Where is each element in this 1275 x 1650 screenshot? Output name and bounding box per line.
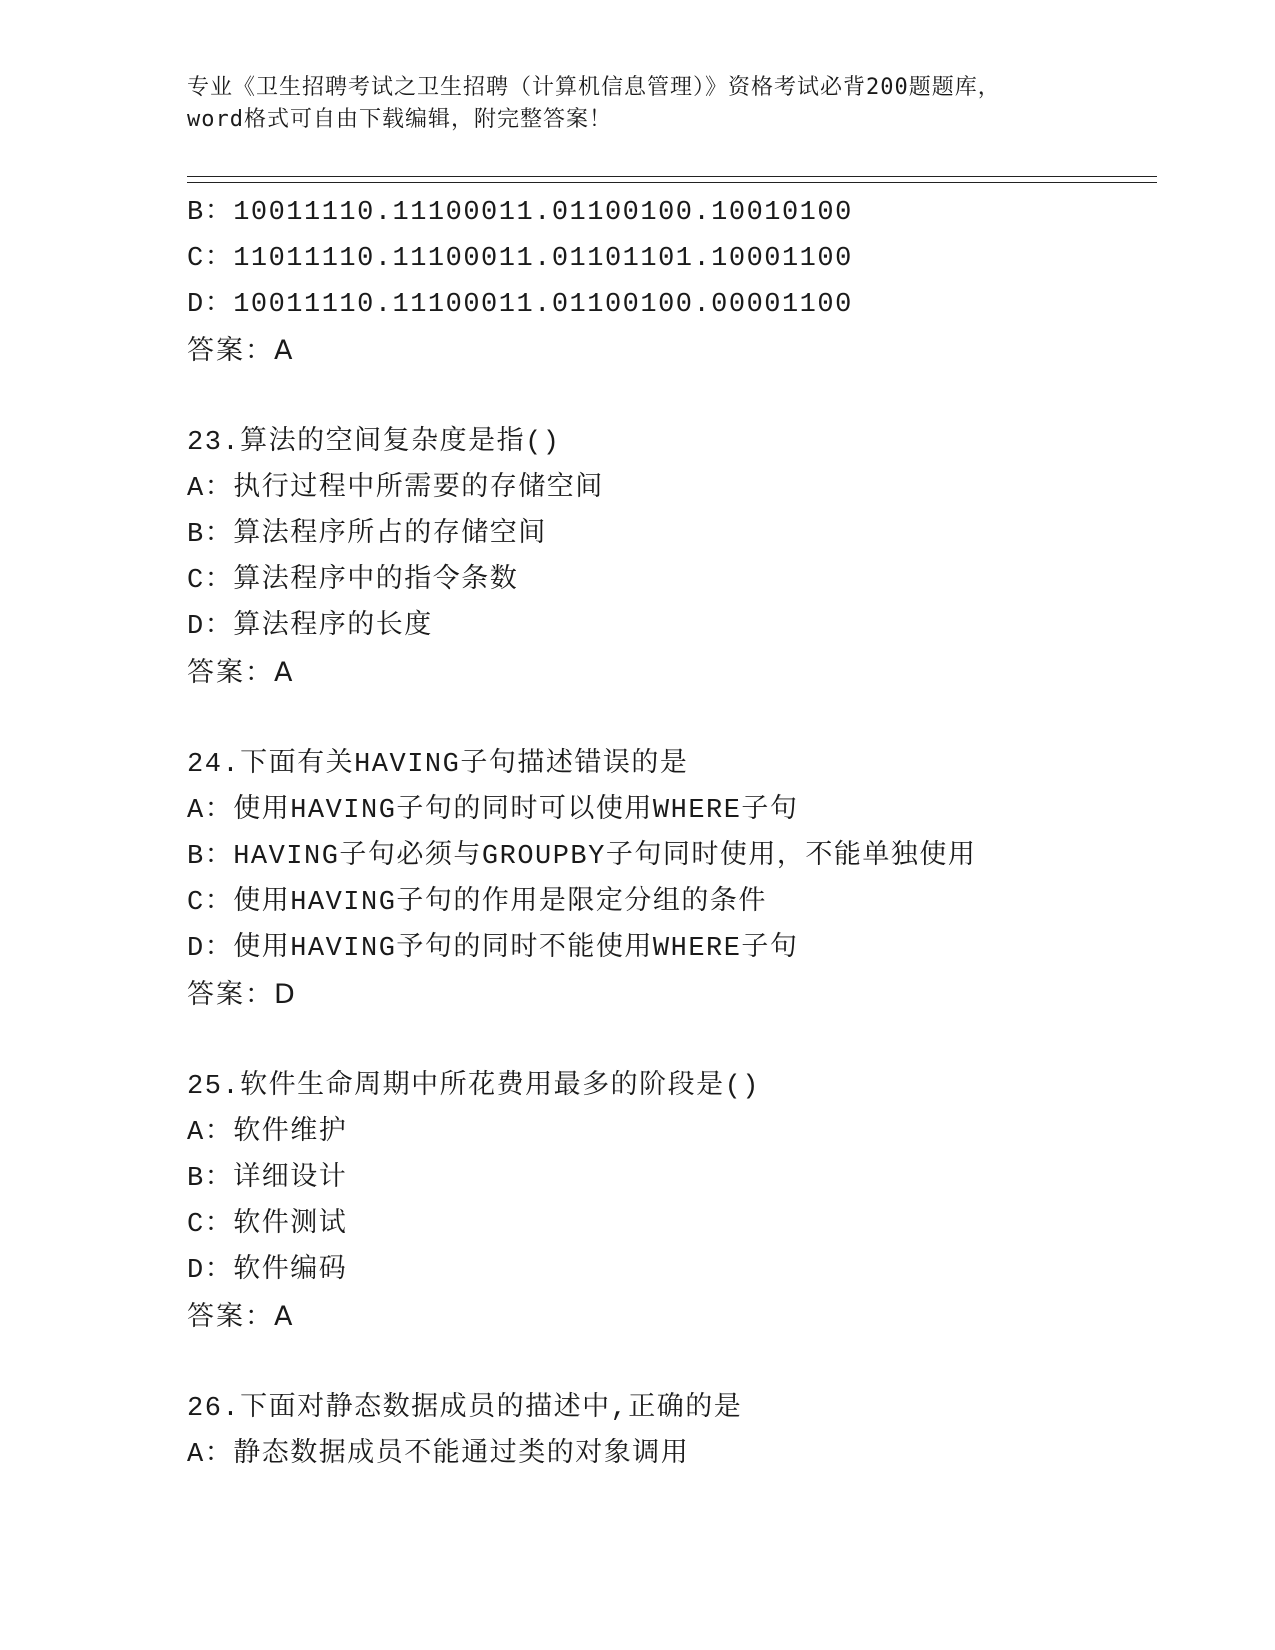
header-divider-bottom <box>187 182 1157 183</box>
option-b: B：详细设计 <box>187 1164 348 1194</box>
header-divider-top <box>187 176 1157 177</box>
option-d: D：使用HAVING予句的同时不能使用WHERE子句 <box>187 934 799 964</box>
spacer <box>187 374 1187 420</box>
question-stem: 26.下面对静态数据成员的描述中,正确的是 <box>187 1394 743 1424</box>
question-stem: 23.算法的空间复杂度是指() <box>187 428 561 458</box>
option-b: B：10011110.11100011.01100100.10010100 <box>187 198 853 228</box>
question-stem: 24.下面有关HAVING子句描述错误的是 <box>187 750 689 780</box>
option-c: C：算法程序中的指令条数 <box>187 566 519 596</box>
option-a: A：使用HAVING子句的同时可以使用WHERE子句 <box>187 796 799 826</box>
option-c: C：11011110.11100011.01101101.10001100 <box>187 244 853 274</box>
question-stem: 25.软件生命周期中所花费用最多的阶段是() <box>187 1072 761 1102</box>
option-b: B：算法程序所占的存储空间 <box>187 520 547 550</box>
spacer <box>187 696 1187 742</box>
option-a: A：软件维护 <box>187 1118 348 1148</box>
spacer <box>187 1340 1187 1386</box>
question-block-26 <box>187 1386 1187 1478</box>
option-a: A：执行过程中所需要的存储空间 <box>187 474 604 504</box>
option-c: C：软件测试 <box>187 1210 348 1240</box>
spacer <box>187 1018 1187 1064</box>
answer-label: 答案：A <box>187 657 295 688</box>
header-line-1: 专业《卫生招聘考试之卫生招聘（计算机信息管理）》资格考试必背200题题库， <box>187 75 1001 100</box>
option-d: D：10011110.11100011.01100100.00001100 <box>187 290 853 320</box>
answer-label: 答案：D <box>187 979 297 1010</box>
question-block-22 <box>187 190 1187 374</box>
question-block-24 <box>187 742 1187 1018</box>
question-list <box>187 190 1187 1478</box>
option-a: A：静态数据成员不能通过类的对象调用 <box>187 1440 690 1470</box>
option-c: C：使用HAVING子句的作用是限定分组的条件 <box>187 888 767 918</box>
header-line-2: word格式可自由下载编辑，附完整答案！ <box>187 107 612 132</box>
document-header <box>187 72 1087 136</box>
option-b: B：HAVING子句必须与GROUPBY子句同时使用，不能单独使用 <box>187 842 977 872</box>
question-block-25 <box>187 1064 1187 1340</box>
answer-label: 答案：A <box>187 335 295 366</box>
option-d: D：软件编码 <box>187 1256 348 1286</box>
question-block-23 <box>187 420 1187 696</box>
answer-label: 答案：A <box>187 1301 295 1332</box>
option-d: D：算法程序的长度 <box>187 612 433 642</box>
